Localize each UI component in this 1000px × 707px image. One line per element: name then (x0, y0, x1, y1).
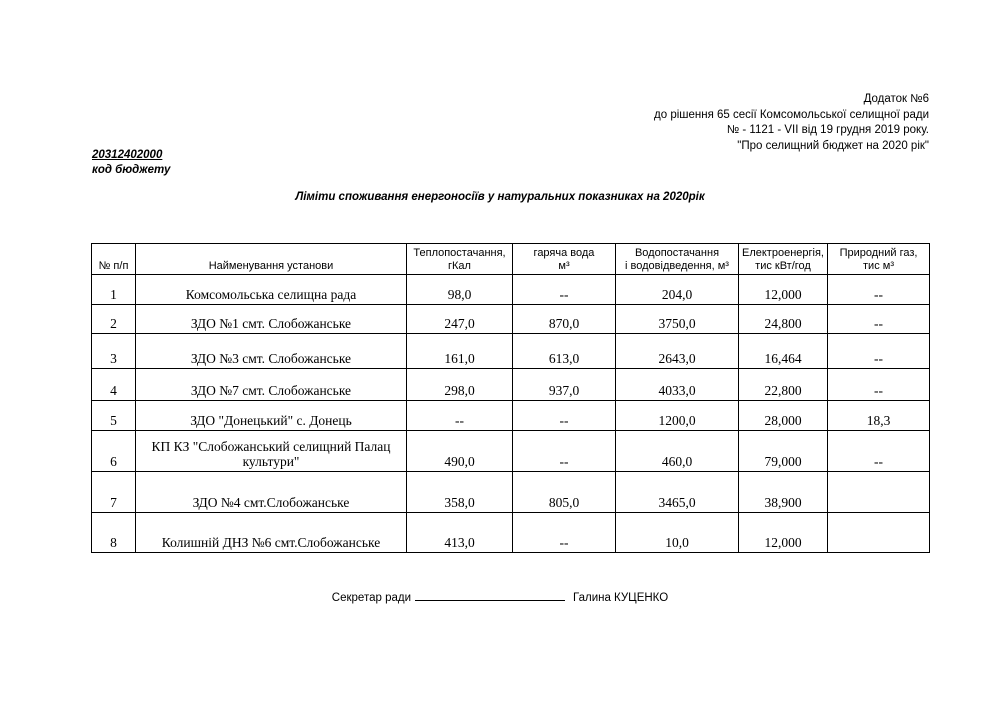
table-row (92, 275, 930, 305)
header-gas-line2: тис м³ (863, 260, 894, 272)
header-water-line2: і водовідведення, м³ (625, 260, 729, 272)
cell-hot-water: -- (513, 513, 616, 553)
annex-decision: до рішення 65 сесії Комсомольської селищної ради (654, 108, 929, 121)
cell-name: ЗДО №3 смт. Слобожанське (136, 334, 407, 369)
cell-heat: 413,0 (407, 513, 513, 553)
header-hot-line1: гаряча вода (533, 247, 595, 259)
cell-electricity: 12,000 (739, 275, 828, 305)
cell-heat: 98,0 (407, 275, 513, 305)
cell-gas: -- (828, 369, 930, 401)
annex-header (654, 92, 929, 154)
cell-heat: 247,0 (407, 305, 513, 334)
annex-decision-number: № - 1121 - VІІ від 19 грудня 2019 року. (726, 124, 929, 136)
signature-label: Секретар ради (331, 592, 411, 604)
header-water-line1: Водопостачання (634, 247, 720, 259)
header-hot-line2: м³ (558, 260, 570, 272)
cell-gas: -- (828, 431, 930, 472)
cell-heat: 161,0 (407, 334, 513, 369)
cell-water: 460,0 (616, 431, 739, 472)
cell-gas: -- (828, 305, 930, 334)
cell-hot-water: 870,0 (513, 305, 616, 334)
cell-electricity: 79,000 (739, 431, 828, 472)
cell-water: 4033,0 (616, 369, 739, 401)
cell-num: 1 (92, 275, 136, 305)
cell-hot-water: 805,0 (513, 472, 616, 513)
cell-name: ЗДО №1 смт. Слобожанське (136, 305, 407, 334)
header-elec-line1: Електроенергія, (742, 247, 824, 259)
header-gas-line1: Природний газ, (839, 247, 918, 259)
cell-hot-water: -- (513, 431, 616, 472)
table-row (92, 334, 930, 369)
cell-num: 5 (92, 401, 136, 431)
cell-electricity: 38,900 (739, 472, 828, 513)
cell-name: КП КЗ "Слобожанський селищний Палац культури" (136, 431, 407, 472)
signature-line (415, 590, 565, 601)
cell-water: 3750,0 (616, 305, 739, 334)
header-electricity (739, 244, 828, 275)
header-num: № п/п (92, 244, 136, 275)
cell-hot-water: 937,0 (513, 369, 616, 401)
table-row (92, 401, 930, 431)
cell-num: 6 (92, 431, 136, 472)
cell-num: 3 (92, 334, 136, 369)
header-name: Найменування установи (136, 244, 407, 275)
cell-num: 7 (92, 472, 136, 513)
signature-block (0, 590, 1000, 604)
cell-heat: 298,0 (407, 369, 513, 401)
cell-num: 8 (92, 513, 136, 553)
cell-gas: 18,3 (828, 401, 930, 431)
header-water (616, 244, 739, 275)
cell-electricity: 16,464 (739, 334, 828, 369)
cell-heat: 490,0 (407, 431, 513, 472)
cell-name: ЗДО №7 смт. Слобожанське (136, 369, 407, 401)
energy-limits-table (91, 243, 930, 553)
table-row (92, 472, 930, 513)
signature-name: Галина КУЦЕНКО (573, 592, 669, 604)
cell-water: 1200,0 (616, 401, 739, 431)
cell-name: Колишній ДНЗ №6 смт.Слобожанське (136, 513, 407, 553)
cell-water: 10,0 (616, 513, 739, 553)
header-heat-line1: Теплопостачання, (413, 247, 506, 259)
cell-name: ЗДО "Донецький" с. Донець (136, 401, 407, 431)
cell-num: 4 (92, 369, 136, 401)
cell-water: 204,0 (616, 275, 739, 305)
cell-heat: -- (407, 401, 513, 431)
cell-electricity: 22,800 (739, 369, 828, 401)
cell-name: Комсомольська селищна рада (136, 275, 407, 305)
document-title: Ліміти споживання енергоносіїв у натуральних показниках на 2020рік (295, 191, 705, 203)
cell-gas: -- (828, 334, 930, 369)
annex-number: Додаток №6 (863, 93, 929, 105)
cell-num: 2 (92, 305, 136, 334)
budget-code-block (92, 148, 170, 178)
table-row (92, 305, 930, 334)
cell-gas (828, 513, 930, 553)
cell-gas (828, 472, 930, 513)
header-heat-line2: гКал (448, 260, 471, 272)
header-elec-line2: тис кВт/год (755, 260, 811, 272)
budget-code-value: 20312402000 (92, 149, 163, 161)
table-header-row (92, 244, 930, 275)
cell-hot-water: -- (513, 401, 616, 431)
table-row (92, 369, 930, 401)
annex-decision-title: "Про селищний бюджет на 2020 рік" (737, 139, 929, 152)
header-gas (828, 244, 930, 275)
cell-hot-water: 613,0 (513, 334, 616, 369)
header-hot-water (513, 244, 616, 275)
cell-water: 2643,0 (616, 334, 739, 369)
budget-code-label: код бюджету (92, 164, 171, 176)
cell-electricity: 28,000 (739, 401, 828, 431)
cell-name: ЗДО №4 смт.Слобожанське (136, 472, 407, 513)
cell-heat: 358,0 (407, 472, 513, 513)
cell-electricity: 24,800 (739, 305, 828, 334)
table-row (92, 431, 930, 472)
cell-water: 3465,0 (616, 472, 739, 513)
cell-gas: -- (828, 275, 930, 305)
cell-hot-water: -- (513, 275, 616, 305)
header-heat (407, 244, 513, 275)
cell-electricity: 12,000 (739, 513, 828, 553)
table-row (92, 513, 930, 553)
